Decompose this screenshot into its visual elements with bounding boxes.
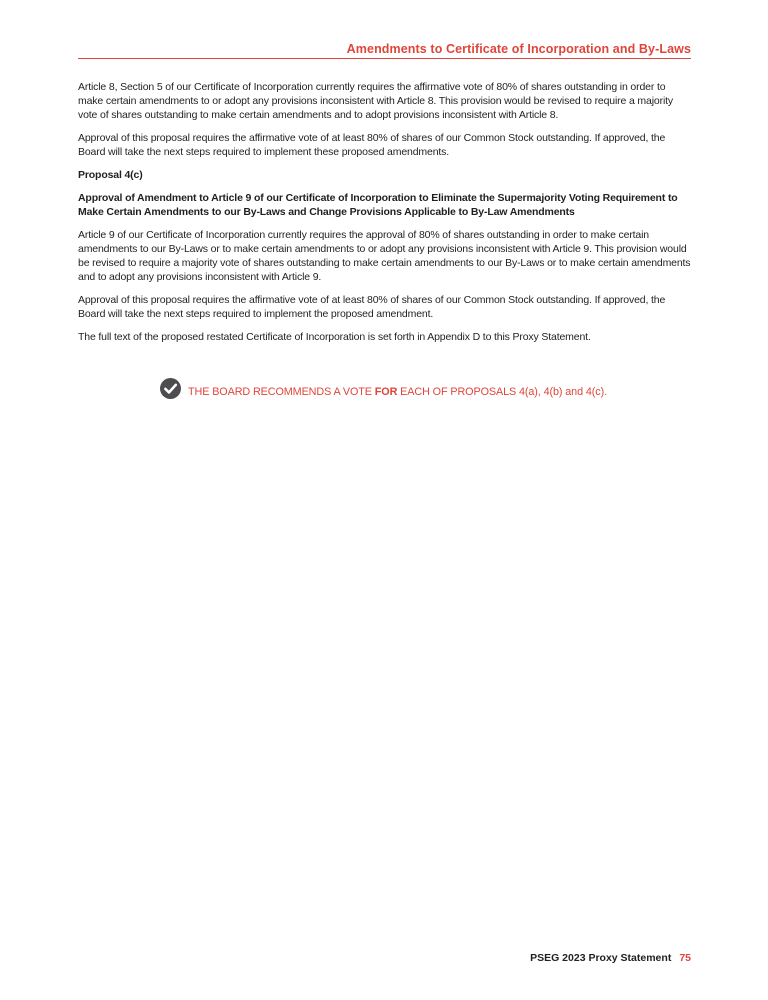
page-footer	[530, 952, 691, 964]
body-paragraph: Approval of this proposal requires the affirmative vote of at least 80% of shares of our Common Stock outstanding. If approved, the Board will take the next steps required to implement the proposed amendment.	[78, 293, 666, 321]
document-body	[78, 80, 692, 353]
proposal-title: Approval of Amendment to Article 9 of our Certificate of Incorporation to Eliminate the Supermajority Voting Requirement to Make Certain Amendments to our By-Laws and Change Provisions Applicable to By-Law Amendments	[78, 191, 678, 218]
publication-title: PSEG 2023 Proxy Statement	[530, 952, 672, 964]
body-paragraph: The full text of the proposed restated Certificate of Incorporation is set forth in Appendix D to this Proxy Statement.	[78, 330, 591, 343]
recommendation-emphasis: FOR	[374, 385, 398, 398]
proposal-label: Proposal 4(c)	[78, 169, 143, 182]
body-paragraph: Article 9 of our Certificate of Incorporation currently requires the approval of 80% of shares outstanding in order to make certain amendments to our By-Laws or to make certain amendments to or adopt any provisions inconsistent with Article 9. This provision would be revised to require a majority vote of shares outstanding to make certain amendments to our By-Laws or to make certain amendments and to adopt any provisions inconsistent with Article 9.	[78, 228, 691, 284]
body-paragraph: Approval of this proposal requires the affirmative vote of at least 80% of shares of our Common Stock outstanding. If approved, the Board will take the next steps required to implement these proposed amendments.	[78, 132, 666, 159]
page-number: 75	[679, 952, 691, 964]
checkmark-circle-icon	[160, 378, 181, 399]
page-header-title: Amendments to Certificate of Incorporation and By-Laws	[346, 42, 691, 56]
recommendation-prefix: THE BOARD RECOMMENDS A VOTE	[188, 385, 375, 398]
board-recommendation	[160, 377, 607, 399]
body-paragraph: Article 8, Section 5 of our Certificate of Incorporation currently requires the affirmative vote of 80% of shares outstanding in order to make certain amendments to or adopt any provisions inconsistent with Article 8. This provision would be revised to require a majority vote of shares outstanding to make certain amendments and to adopt provisions inconsistent with Article 8.	[78, 81, 673, 122]
recommendation-suffix: EACH OF PROPOSALS 4(a), 4(b) and 4(c).	[397, 385, 607, 398]
header-divider	[78, 58, 691, 59]
recommendation-text	[188, 379, 607, 398]
